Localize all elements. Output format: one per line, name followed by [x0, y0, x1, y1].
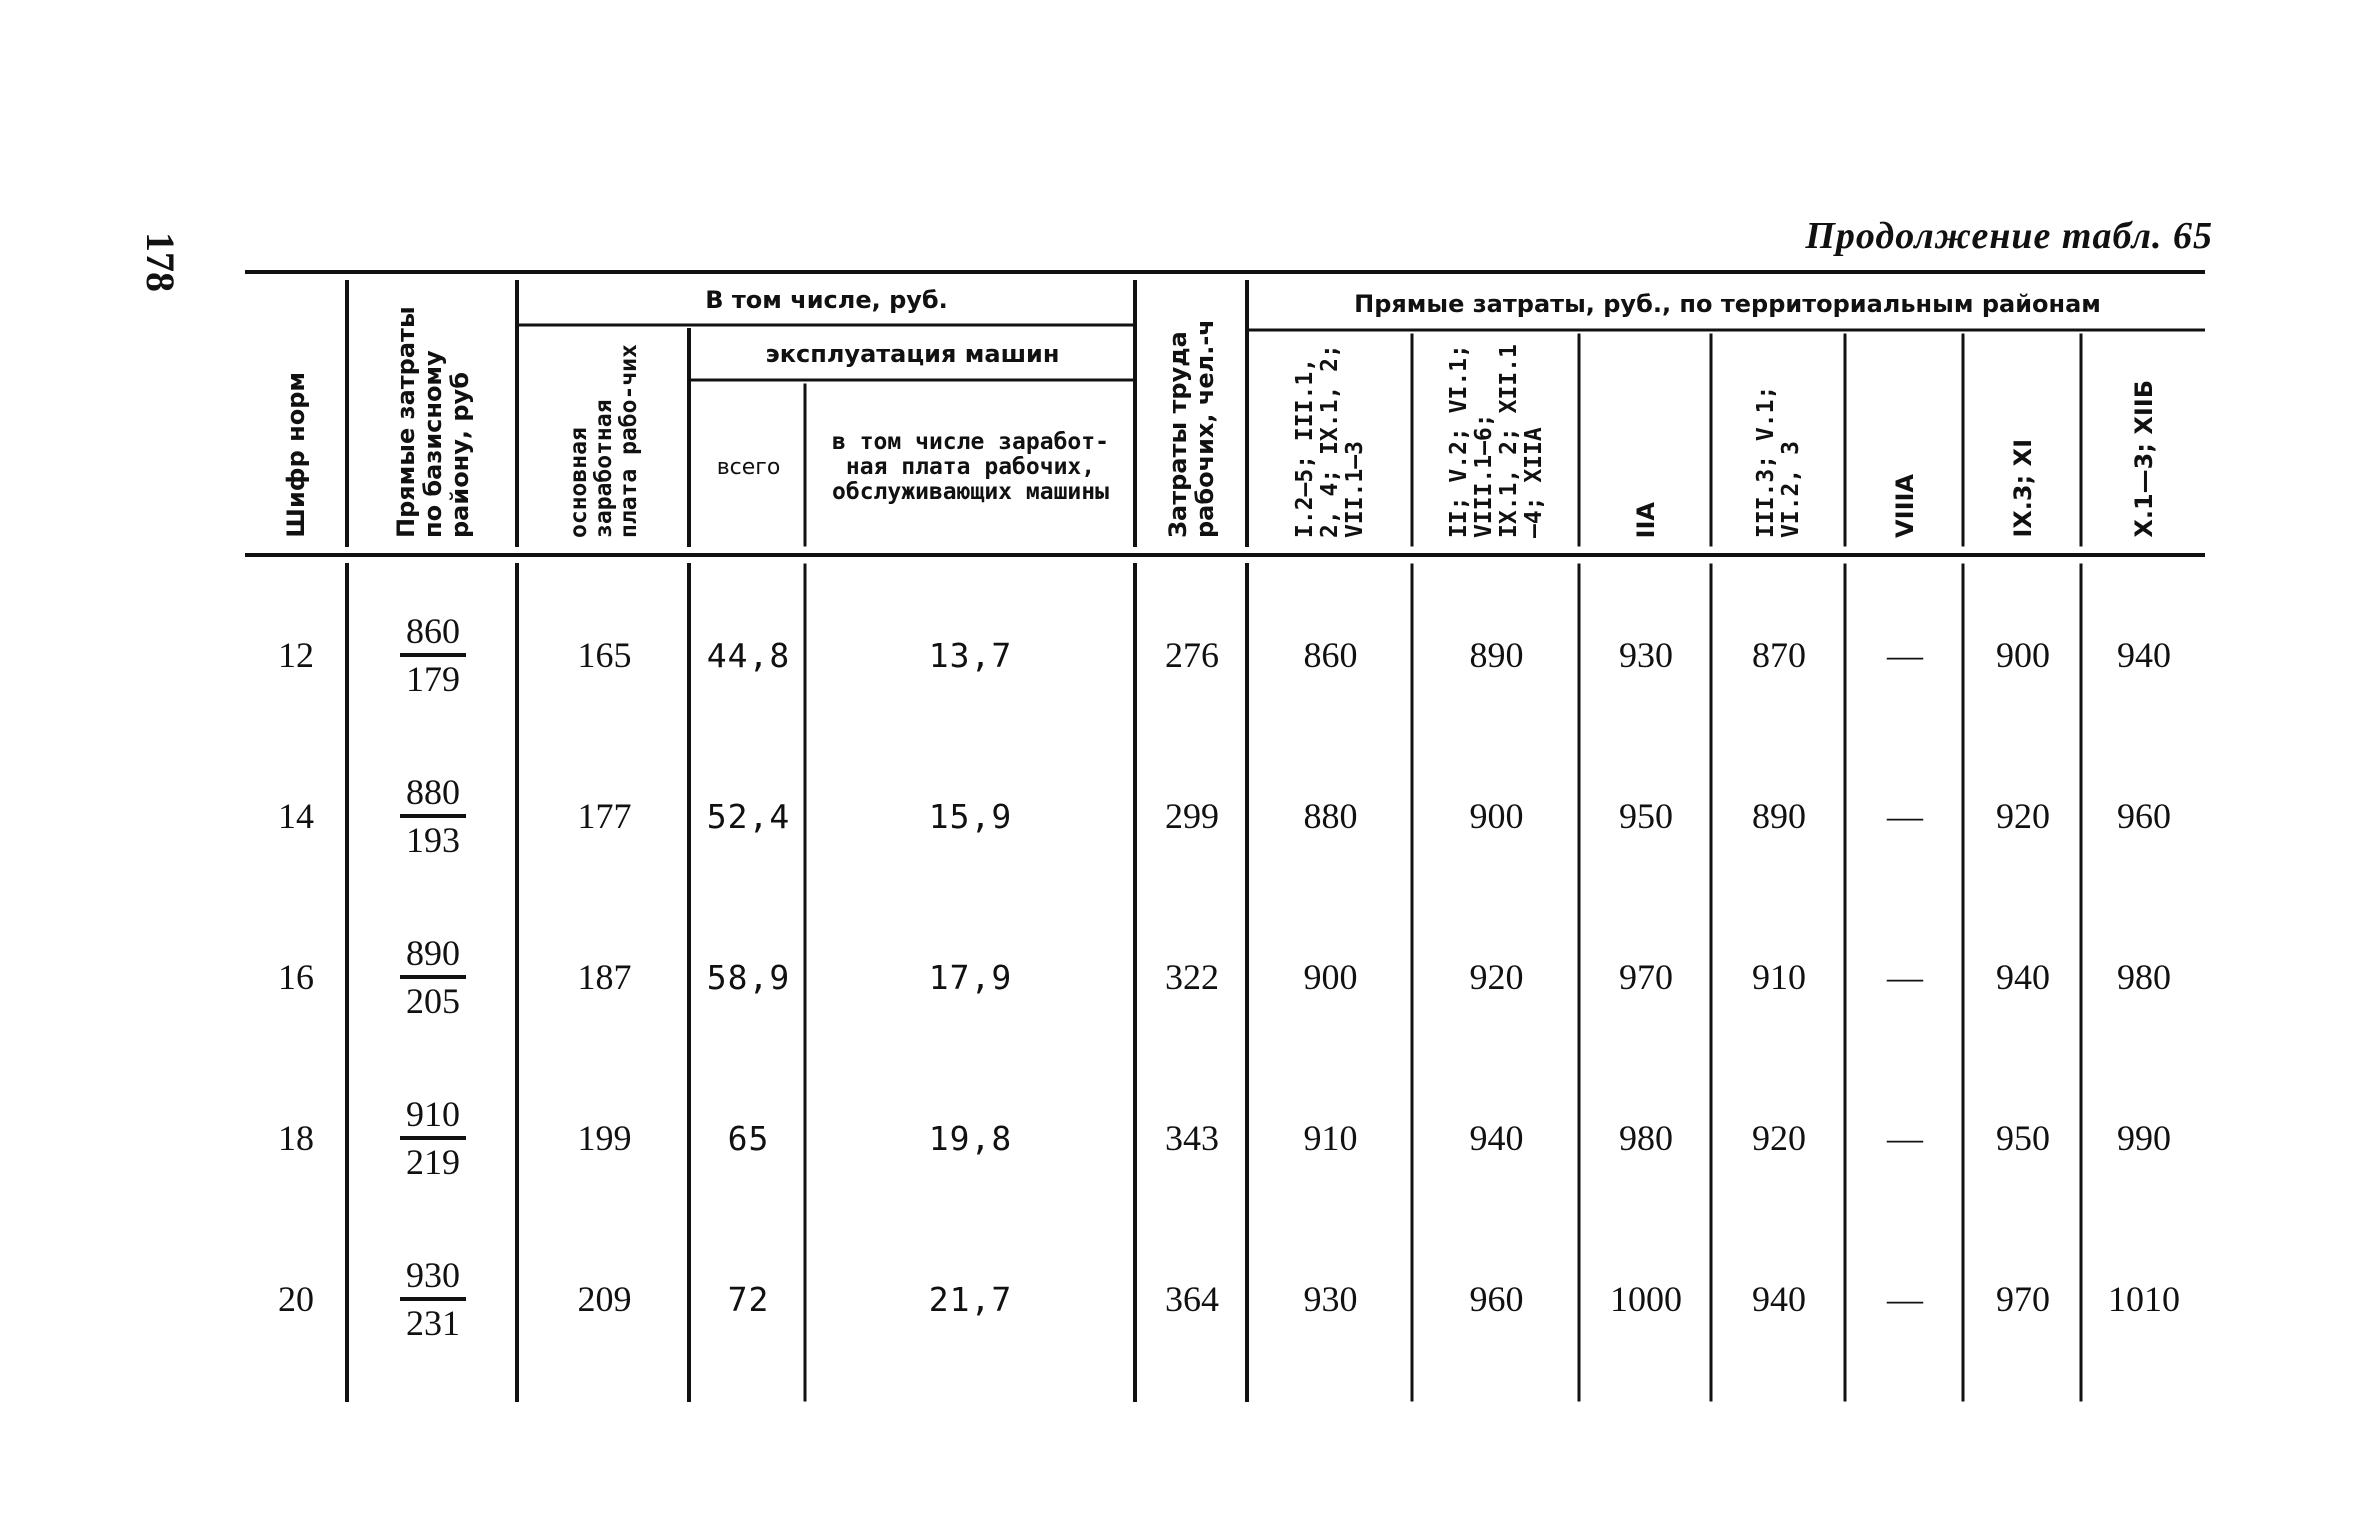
cell-basic-wage	[520, 761, 689, 871]
cell-region-3-value: 970	[1619, 957, 1673, 997]
cell-machine-wage	[808, 1244, 1133, 1354]
cell-region-7-value: 1010	[2108, 1279, 2180, 1319]
cell-code-value: 18	[278, 1118, 314, 1158]
cell-basic-wage-value: 209	[577, 1279, 632, 1319]
cell-region-5	[1847, 761, 1963, 871]
cell-region-5	[1847, 600, 1963, 710]
cell-machine-wage-value: 13,7	[928, 635, 1013, 675]
header-region-7-label: X.1—3; XIIБ	[2129, 380, 2158, 538]
cell-code	[245, 1244, 347, 1354]
direct-base-fraction	[400, 1255, 466, 1343]
cell-region-4	[1713, 1244, 1845, 1354]
cell-machine-wage-value: 19,8	[928, 1118, 1013, 1158]
cell-region-6-value: 940	[1996, 957, 2050, 997]
cell-region-5-value: —	[1887, 1118, 1923, 1158]
cell-labor	[1137, 922, 1247, 1032]
cell-region-5	[1847, 1083, 1963, 1193]
cell-region-3-value: 1000	[1610, 1279, 1682, 1319]
cell-basic-wage	[520, 1083, 689, 1193]
header-region-5-label: VIIIA	[1890, 474, 1919, 538]
cell-region-1	[1249, 1083, 1412, 1193]
cell-region-7	[2083, 1244, 2205, 1354]
direct-base-fraction	[400, 611, 466, 699]
cell-region-4-value: 890	[1752, 796, 1806, 836]
cell-labor	[1137, 1083, 1247, 1193]
cell-region-1	[1249, 922, 1412, 1032]
header-including-group: В том числе, руб.	[705, 285, 948, 314]
cell-region-6-value: 950	[1996, 1118, 2050, 1158]
cell-region-2	[1414, 922, 1579, 1032]
cell-region-6	[1965, 761, 2081, 871]
cell-machine-total-value: 44,8	[706, 635, 791, 675]
cell-region-4-value: 940	[1752, 1279, 1806, 1319]
cell-direct-base	[349, 1083, 517, 1193]
header-direct-base-label: Прямые затраты по базисному району, руб	[391, 306, 474, 538]
cell-basic-wage	[520, 600, 689, 710]
cell-region-3-value: 980	[1619, 1118, 1673, 1158]
cell-region-1-value: 900	[1303, 957, 1358, 997]
direct-base-fraction	[400, 933, 466, 1021]
header-regions-group: Прямые затраты, руб., по территориальным районам	[1354, 289, 2101, 318]
cell-machine-total	[692, 761, 805, 871]
cell-region-4-value: 910	[1752, 957, 1806, 997]
cell-region-6	[1965, 1244, 2081, 1354]
cell-region-4	[1713, 1083, 1845, 1193]
cell-machine-total	[692, 1083, 805, 1193]
header-direct-base	[349, 290, 517, 552]
fraction-numerator: 910	[400, 1094, 466, 1140]
fraction-numerator: 880	[400, 772, 466, 818]
cell-region-1	[1249, 1244, 1412, 1354]
fraction-denominator: 231	[406, 1303, 460, 1343]
cell-region-3	[1581, 922, 1711, 1032]
header-region-5	[1847, 338, 1963, 552]
cell-basic-wage	[520, 1244, 689, 1354]
cell-region-2	[1414, 1083, 1579, 1193]
cost-table	[245, 270, 2205, 1412]
cell-basic-wage-value: 199	[577, 1118, 632, 1158]
cell-machine-total-value: 58,9	[706, 957, 791, 997]
cell-machine-total	[692, 1244, 805, 1354]
cell-region-7	[2083, 1083, 2205, 1193]
cell-region-2-value: 890	[1469, 635, 1524, 675]
cell-machine-wage-value: 21,7	[928, 1279, 1013, 1319]
cell-region-3-value: 930	[1619, 635, 1673, 675]
cell-region-2-value: 920	[1469, 957, 1524, 997]
cell-machine-total-value: 65	[727, 1118, 770, 1158]
cell-region-7	[2083, 600, 2205, 710]
cell-basic-wage-value: 177	[577, 796, 632, 836]
cell-region-1	[1249, 600, 1412, 710]
page-number: 178	[138, 232, 183, 292]
cell-region-5-value: —	[1887, 635, 1923, 675]
header-region-4	[1713, 338, 1845, 552]
cell-region-2-value: 900	[1469, 796, 1524, 836]
cell-region-2	[1414, 600, 1579, 710]
fraction-denominator: 179	[406, 659, 460, 699]
direct-base-fraction	[400, 772, 466, 860]
header-basic-wage-label: основная заработная плата рабо-чих	[566, 344, 642, 538]
cell-direct-base	[349, 1244, 517, 1354]
header-region-3-label: IIA	[1631, 501, 1660, 538]
fraction-denominator: 219	[406, 1142, 460, 1182]
cell-region-7	[2083, 761, 2205, 871]
cell-region-3	[1581, 600, 1711, 710]
cell-region-6-value: 900	[1996, 635, 2050, 675]
cell-labor	[1137, 600, 1247, 710]
cell-region-1-value: 880	[1303, 796, 1358, 836]
cell-region-5-value: —	[1887, 1279, 1923, 1319]
cell-labor-value: 322	[1165, 957, 1219, 997]
table-continuation-caption: Продолжение табл. 65	[1805, 215, 2213, 257]
cell-basic-wage-value: 165	[577, 635, 632, 675]
cell-code	[245, 761, 347, 871]
cell-machine-wage	[808, 761, 1133, 871]
cell-code	[245, 922, 347, 1032]
cell-region-6	[1965, 1083, 2081, 1193]
cell-code	[245, 1083, 347, 1193]
cell-region-1	[1249, 761, 1412, 871]
header-basic-wage	[520, 330, 689, 552]
header-labor-label: Затраты труда рабочих, чел.-ч	[1164, 319, 1219, 538]
cell-direct-base	[349, 761, 517, 871]
cell-region-6-value: 920	[1996, 796, 2050, 836]
cell-region-1-value: 910	[1303, 1118, 1358, 1158]
cell-code-value: 20	[278, 1279, 314, 1319]
cell-code	[245, 600, 347, 710]
cell-region-2-value: 940	[1469, 1118, 1524, 1158]
header-region-1-label: I.2—5; III.1, 2, 4; IX.1, 2; VII.1—3	[1292, 344, 1368, 538]
cell-region-4	[1713, 761, 1845, 871]
cell-basic-wage	[520, 922, 689, 1032]
cell-region-2-value: 960	[1469, 1279, 1524, 1319]
cell-labor-value: 364	[1165, 1279, 1219, 1319]
cell-region-5-value: —	[1887, 957, 1923, 997]
cell-machine-wage	[808, 922, 1133, 1032]
header-region-2-label: II; V.2; VI.1; VIII.1—6; IX.1, 2; XII.1—4; XIIA	[1445, 344, 1547, 538]
fraction-numerator: 860	[400, 611, 466, 657]
cell-region-7-value: 940	[2117, 635, 2171, 675]
cell-region-2	[1414, 761, 1579, 871]
cell-region-1-value: 930	[1303, 1279, 1358, 1319]
header-code-label: Шифр норм	[281, 372, 310, 538]
cell-region-7	[2083, 922, 2205, 1032]
cell-machine-total	[692, 600, 805, 710]
cell-labor	[1137, 761, 1247, 871]
cell-region-4	[1713, 600, 1845, 710]
cell-region-7-value: 980	[2117, 957, 2171, 997]
cell-machine-wage-value: 17,9	[928, 957, 1013, 997]
cell-code-value: 14	[278, 796, 314, 836]
cell-region-2	[1414, 1244, 1579, 1354]
cell-region-5	[1847, 1244, 1963, 1354]
fraction-numerator: 930	[400, 1255, 466, 1301]
cell-region-4-value: 870	[1752, 635, 1806, 675]
header-code	[245, 290, 347, 552]
fraction-denominator: 193	[406, 820, 460, 860]
cell-region-3	[1581, 1244, 1711, 1354]
cell-labor-value: 343	[1165, 1118, 1219, 1158]
header-labor	[1137, 290, 1247, 552]
cell-region-6	[1965, 922, 2081, 1032]
header-region-3	[1581, 338, 1711, 552]
cell-code-value: 16	[278, 957, 314, 997]
cell-machine-wage	[808, 1083, 1133, 1193]
cell-direct-base	[349, 922, 517, 1032]
cell-labor-value: 276	[1165, 635, 1219, 675]
cell-region-1-value: 860	[1303, 635, 1358, 675]
cell-machine-wage	[808, 600, 1133, 710]
header-region-6-label: IX.3; XI	[2008, 439, 2037, 538]
cell-direct-base	[349, 600, 517, 710]
header-machine-group: эксплуатация машин	[765, 339, 1060, 368]
cell-machine-total-value: 52,4	[706, 796, 791, 836]
cell-machine-wage-value: 15,9	[928, 796, 1013, 836]
cell-region-6	[1965, 600, 2081, 710]
cell-region-7-value: 990	[2117, 1118, 2171, 1158]
cell-machine-total-value: 72	[727, 1279, 770, 1319]
cell-labor-value: 299	[1165, 796, 1219, 836]
header-machine-total: всего	[716, 455, 781, 480]
cell-region-6-value: 970	[1996, 1279, 2050, 1319]
cell-region-5-value: —	[1887, 796, 1923, 836]
cell-region-5	[1847, 922, 1963, 1032]
cell-machine-total	[692, 922, 805, 1032]
header-region-4-label: III.3; V.1; VI.2, 3	[1753, 385, 1804, 538]
cell-region-4-value: 920	[1752, 1118, 1806, 1158]
cell-region-3	[1581, 1083, 1711, 1193]
header-region-2	[1414, 338, 1579, 552]
cell-region-3-value: 950	[1619, 796, 1673, 836]
header-machine-wage: в том числе заработ-ная плата рабочих, обслуживающих машины	[832, 429, 1109, 505]
cell-region-3	[1581, 761, 1711, 871]
cell-basic-wage-value: 187	[577, 957, 632, 997]
fraction-numerator: 890	[400, 933, 466, 979]
direct-base-fraction	[400, 1094, 466, 1182]
header-region-6	[1965, 338, 2081, 552]
cell-region-7-value: 960	[2117, 796, 2171, 836]
header-region-7	[2083, 338, 2205, 552]
fraction-denominator: 205	[406, 981, 460, 1021]
cell-labor	[1137, 1244, 1247, 1354]
header-region-1	[1249, 338, 1412, 552]
cell-region-4	[1713, 922, 1845, 1032]
cell-code-value: 12	[278, 635, 314, 675]
